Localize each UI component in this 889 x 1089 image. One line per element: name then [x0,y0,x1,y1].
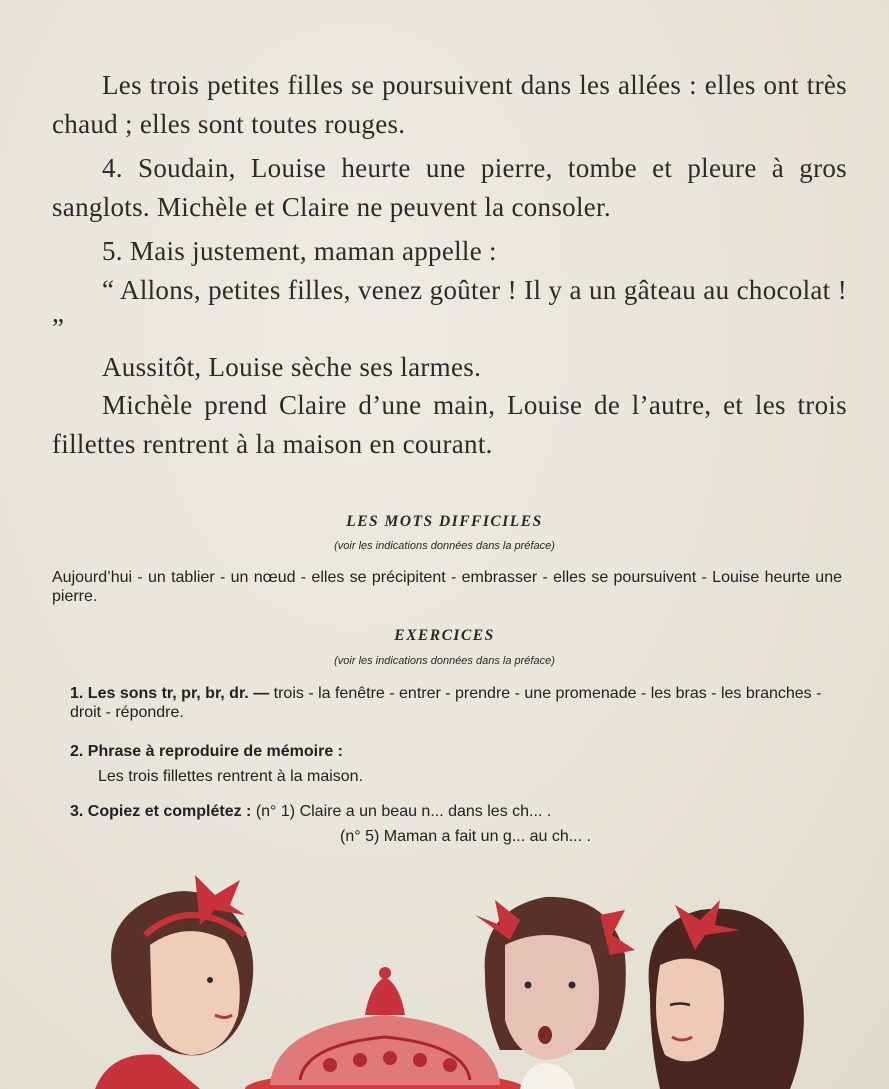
exercices-title: EXERCICES [394,627,495,644]
exercices-subtitle: (voir les indications données dans la préface) [334,655,555,667]
girl-right-illustration [649,900,804,1089]
story-paragraph: Aussitôt, Louise sèche ses larmes. [102,351,482,382]
exercise-heading: Les sons tr, pr, br, dr. — [87,685,270,702]
exercise-number: 1. [70,685,84,702]
exercise-number: 3. [70,803,84,820]
chocolate-cake-illustration [245,967,525,1089]
exercise-number: 2. [70,743,84,760]
girl-middle-illustration [475,897,635,1089]
story-paragraph: 4. Soudain, Louise heurte une pierre, tombe et pleure à gros sanglots. Michèle et Claire ne peuvent la consoler. [52,153,847,222]
girl-left-illustration [95,875,253,1089]
mots-difficiles-list: Aujourd’hui - un tablier - un nœud - elles se précipitent - embrasser - elles se poursuivent - Louise heurte une pierre. [52,569,842,605]
story-paragraph: Michèle prend Claire d’une main, Louise de l’autre, et les trois fillettes rentrent à la maison en courant. [52,390,847,459]
story-paragraph: Les trois petites filles se poursuivent dans les allées : elles ont très chaud ; elles sont toutes rouges. [52,70,847,139]
exercise-3 [70,802,842,846]
exercise-heading: Copiez et complétez : [87,803,252,820]
exercise-text: trois - la fenêtre - entrer - prendre - une promenade - les bras - les branches - droit - répondre. [70,685,822,721]
exercise-heading: Phrase à reproduire de mémoire : [87,743,343,760]
story-text [52,66,847,463]
story-paragraph: 5. Mais justement, maman appelle : [102,236,497,266]
illustration-girls-with-cake [0,855,889,1089]
story-paragraph: “ Allons, petites filles, venez goûter ! Il y a un gâteau au chocolat ! ” [52,274,847,343]
mots-difficiles-title: LES MOTS DIFFICILES [346,513,543,530]
exercise-text: Les trois fillettes rentrent à la maison. [98,768,364,785]
exercise-line-2: (n° 5) Maman a fait un g... au ch... . [340,828,591,845]
exercise-1 [70,684,842,722]
exercise-line-1: (n° 1) Claire a un beau n... dans les ch... . [255,803,552,820]
mots-difficiles-subtitle: (voir les indications données dans la préface) [334,540,555,552]
exercise-2 [70,742,842,786]
